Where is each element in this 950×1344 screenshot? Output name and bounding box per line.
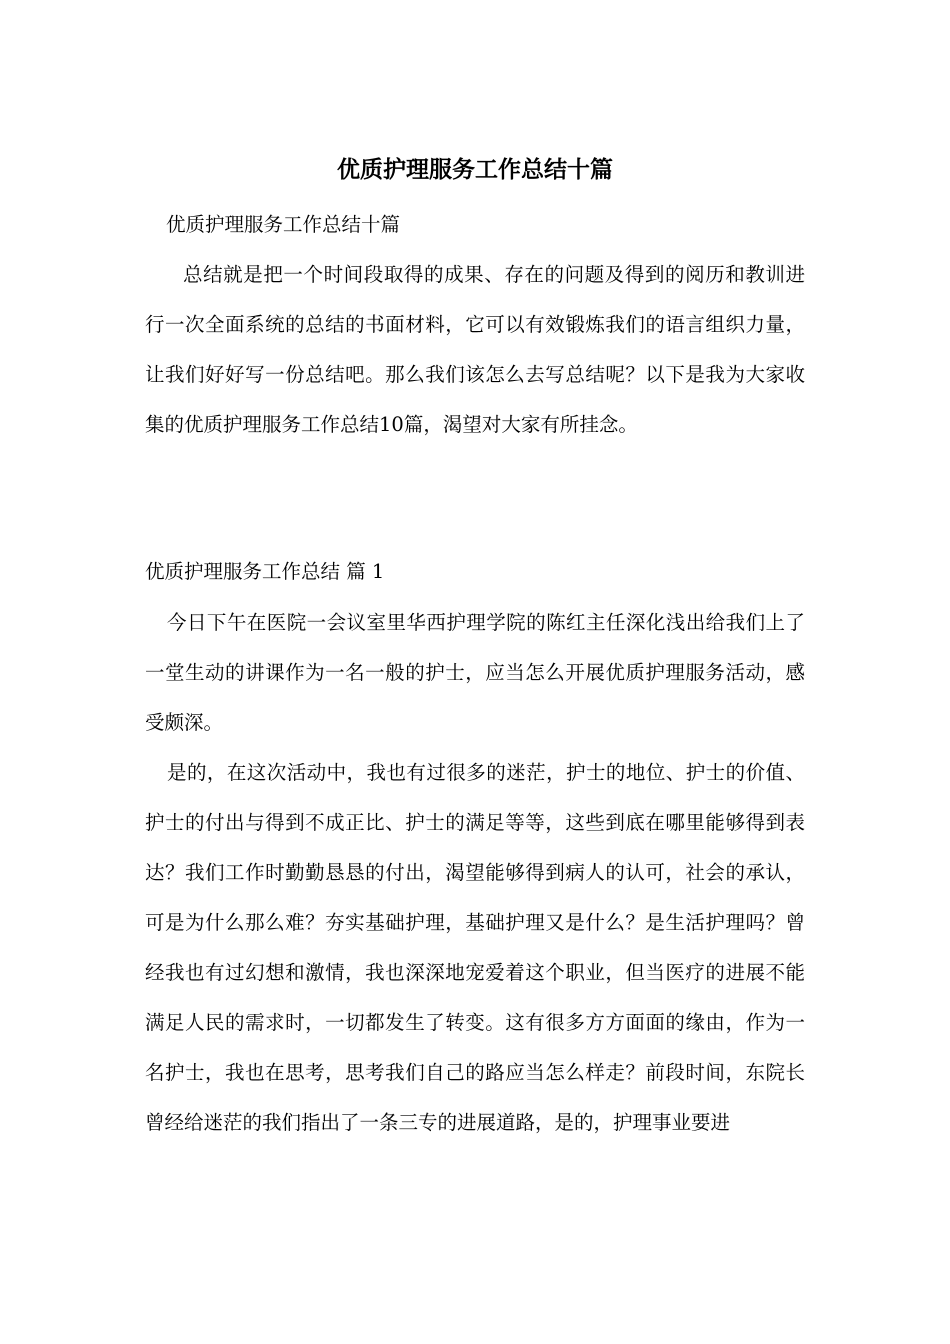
document-title: 优质护理服务工作总结十篇 xyxy=(337,157,613,183)
intro-paragraph: 总结就是把一个时间段取得的成果、存在的问题及得到的阅历和教训进行一次全面系统的总结的书面材料，它可以有效锻炼我们的语言组织力量，让我们好好写一份总结吧。那么我们该怎么去写总结呢？以下是我为大家收集的优质护理服务工作总结10篇，渴望对大家有所挂念。 xyxy=(145,263,805,436)
body-paragraph: 是的，在这次活动中，我也有过很多的迷茫，护士的地位、护士的价值、护士的付出与得到不成正比、护士的满足等等，这些到底在哪里能够得到表达？我们工作时勤勤恳恳的付出，渴望能够得到病人的认可，社会的承认，可是为什么那么难？夯实基础护理，基础护理又是什么？是生活护理吗？曾经我也有过幻想和激情，我也深深地宠爱着这个职业，但当医疗的进展不能满足人民的需求时，一切都发生了转变。这有很多方方面面的缘由，作为一名护士，我也在思考，思考我们自己的路应当怎么样走？前段时间，东院长曾经给迷茫的我们指出了一条三专的进展道路，是的，护理事业要进 xyxy=(145,761,805,1134)
body-paragraph: 今日下午在医院一会议室里华西护理学院的陈红主任深化浅出给我们上了一堂生动的讲课作为一名一般的护士，应当怎么开展优质护理服务活动，感受颇深。 xyxy=(145,611,805,734)
section-heading: 优质护理服务工作总结 篇 1 xyxy=(145,560,385,583)
document-subtitle: 优质护理服务工作总结十篇 xyxy=(166,213,401,236)
